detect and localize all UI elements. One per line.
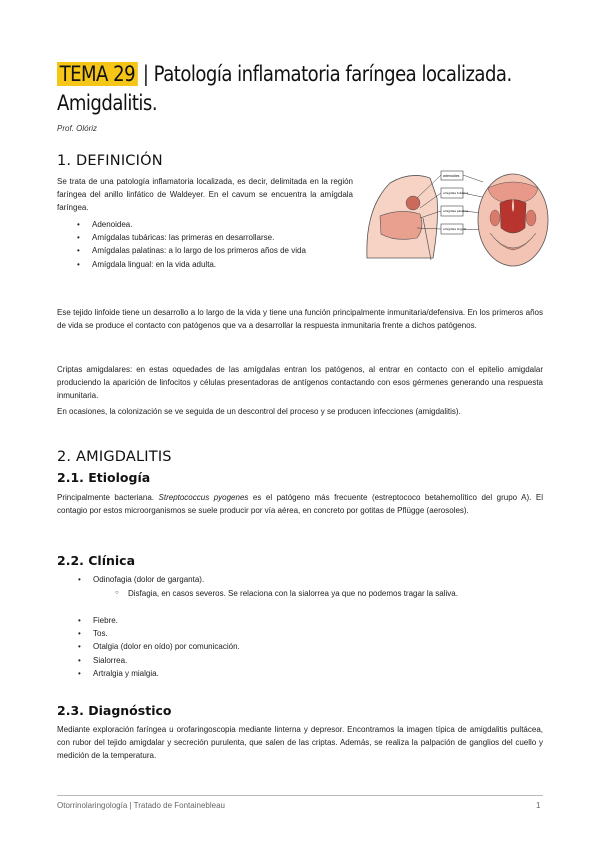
etiologia-text-end: es el patógeno más frecuente (estreptococo betahemolítico del grupo A). El contagio por estos microorganismos se suele producir por vía aérea, en concreto por gotitas de Pflügge (aerosoles). xyxy=(57,493,543,516)
subheading-clinica: 2.2. Clínica xyxy=(57,553,136,568)
tonsil-list xyxy=(92,218,360,271)
list-item: • Tos. xyxy=(93,627,533,640)
paragraph-criptas: Criptas amigdalares: en estas oquedades de las amígdalas entran los patógenos, al entrar en contacto con el epitelio amigdalar produciendo la aparición de linfocitos y células presentadoras de antígenos contactando con esos gérmenes generando una respuesta inmunitaria. xyxy=(57,365,543,401)
open-mouth-drawing xyxy=(478,174,548,266)
list-item: • Artralgia y mialgia. xyxy=(93,667,533,680)
title-text: | Patología inflamatoria faríngea localizada. xyxy=(142,62,512,86)
list-item: • Fiebre. xyxy=(93,614,533,627)
clinica-sublist xyxy=(128,587,530,600)
footer-divider xyxy=(57,795,543,796)
list-item: • Sialorrea. xyxy=(93,654,533,667)
list-item: • Adenoidea. xyxy=(92,218,360,231)
label-amigdala-lingual: amígdala lingual xyxy=(443,227,467,231)
sagittal-head-drawing xyxy=(367,175,438,260)
list-item: ○ Disfagia, en casos severos. Se relaciona con la sialorrea ya que no podemos tragar la saliva. xyxy=(128,587,530,600)
list-item: • Amígdala lingual: en la vida adulta. xyxy=(92,258,360,271)
footer-text: Otorrinolaringología | Tratado de Fontainebleau xyxy=(57,801,225,810)
list-item: • Amígdalas tubáricas: las primeras en desarrollarse. xyxy=(92,231,360,244)
pathogen-name: Streptococcus pyogenes xyxy=(158,493,249,502)
definition-intro: Se trata de una patología inflamatoria localizada, es decir, delimitada en la región faríngea del anillo linfático de Waldeyer. En el cavum se encuentra la amígdala faríngea. xyxy=(57,177,353,213)
paragraph-etiologia xyxy=(57,491,543,517)
clinica-list-rest xyxy=(93,614,533,680)
title-line-2: Amigdalitis. xyxy=(57,91,158,115)
paragraph-colonizacion: En ocasiones, la colonización se ve seguida de un descontrol del proceso y se producen infecciones (amigdalitis). xyxy=(57,407,461,416)
list-item: • Amígdalas palatinas: a lo largo de los primeros años de vida xyxy=(92,244,360,257)
professor-name: Prof. Olóriz xyxy=(57,124,98,133)
page-title xyxy=(57,60,557,118)
waldeyer-ring-figure xyxy=(365,168,550,270)
paragraph-diagnostico: Mediante exploración faríngea u orofaringoscopia mediante linterna y depresor. Encontramos la imagen típica de amigdalitis pultácea, con rubor del tejido amigdalar y secreción purulenta, que salen de las criptas. Además, se realiza la palpación de ganglios del cuello y medición de la temperatura. xyxy=(57,725,543,761)
section-heading-amigdalitis: 2. AMIGDALITIS xyxy=(57,449,172,465)
etiologia-text-start: Principalmente bacteriana. xyxy=(57,493,159,502)
subheading-etiologia: 2.1. Etiología xyxy=(57,470,151,485)
list-item: • Otalgia (dolor en oído) por comunicación. xyxy=(93,640,533,653)
label-adenoides: adenoides xyxy=(443,174,460,178)
section-heading-definicion: 1. DEFINICIÓN xyxy=(57,153,163,169)
subheading-diagnostico: 2.3. Diagnóstico xyxy=(57,703,172,718)
label-amigdala-palatina: amígdala palatina xyxy=(443,209,469,213)
page-number: 1 xyxy=(536,801,541,810)
clinica-list xyxy=(93,573,533,586)
topic-number-badge: TEMA 29 xyxy=(57,62,138,86)
paragraph-tejido-linfoide: Ese tejido linfoide tiene un desarrollo a lo largo de la vida y tiene una función principalmente inmunitaria/defensiva. En los primeros años de vida se produce el contacto con patógenos que va a desarrollar la respuesta inmunitaria frente a dichos patógenos. xyxy=(57,308,543,331)
label-amigdala-tubarica: amígdala tubárica xyxy=(443,191,469,195)
list-item: • Odinofagia (dolor de garganta). xyxy=(93,573,533,586)
